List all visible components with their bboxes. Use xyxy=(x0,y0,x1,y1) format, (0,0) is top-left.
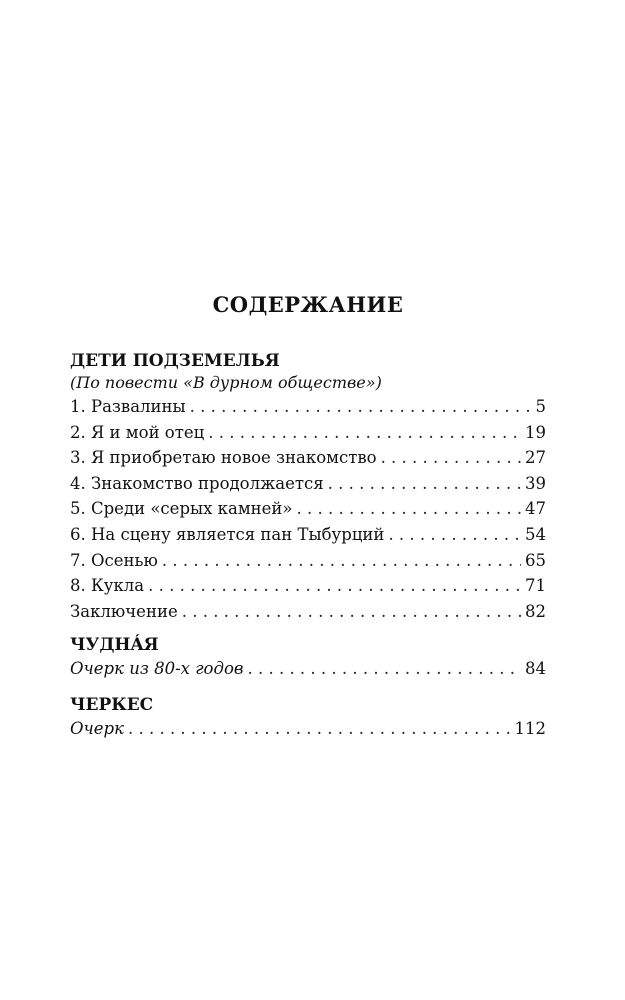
dot-leader xyxy=(128,716,511,742)
dot-leader xyxy=(182,599,521,625)
entry-page-number: 19 xyxy=(525,422,546,442)
entry-label: 8. Кукла xyxy=(70,576,145,596)
entry-label: Заключение xyxy=(70,601,178,621)
entry-page-number: 112 xyxy=(514,718,546,738)
entry-page-number: 65 xyxy=(525,550,546,570)
entry-label: 6. На сцену является пан Тыбурций xyxy=(70,524,385,544)
section-title: ЧУДНÁЯ xyxy=(70,635,159,656)
toc-entry[interactable] xyxy=(70,573,546,599)
dot-leader xyxy=(148,573,521,599)
entry-page-number: 5 xyxy=(535,397,546,416)
dot-leader xyxy=(328,471,521,497)
toc-entry[interactable] xyxy=(70,548,546,574)
dot-leader xyxy=(247,656,521,682)
section-title: ДЕТИ ПОДЗЕМЕЛЬЯ xyxy=(70,351,280,371)
section-subtitle: (По повести «В дурном обществе») xyxy=(70,373,382,392)
toc-entry[interactable] xyxy=(70,496,546,522)
entry-page-number: 47 xyxy=(525,499,546,519)
entry-label: 5. Среди «серых камней» xyxy=(70,499,293,519)
entry-label: 1. Развалины xyxy=(70,397,186,416)
dot-leader xyxy=(388,522,521,548)
toc-entry[interactable] xyxy=(70,420,546,446)
toc-title: СОДЕРЖАНИЕ xyxy=(212,292,404,317)
dot-leader xyxy=(297,496,521,522)
entry-label: 3. Я приобретаю новое знакомство xyxy=(70,448,377,468)
entry-page-number: 39 xyxy=(525,473,546,493)
toc-entry[interactable] xyxy=(70,599,546,625)
section-title: ЧЕРКЕС xyxy=(70,694,154,715)
toc-section-cherkes xyxy=(70,694,546,742)
toc-entry[interactable] xyxy=(70,716,546,742)
toc-section-chudnaya xyxy=(70,634,546,682)
entry-page-number: 54 xyxy=(525,524,546,544)
entry-page-number: 82 xyxy=(525,601,546,621)
dot-leader xyxy=(381,445,521,471)
entry-label: 7. Осенью xyxy=(70,550,158,570)
entry-page-number: 71 xyxy=(525,576,546,596)
table-of-contents xyxy=(70,290,546,752)
entry-label: Очерк xyxy=(70,718,124,738)
toc-entry[interactable] xyxy=(70,394,546,420)
dot-leader xyxy=(208,420,521,446)
toc-entry[interactable] xyxy=(70,445,546,471)
dot-leader xyxy=(162,548,521,574)
toc-entry[interactable] xyxy=(70,522,546,548)
dot-leader xyxy=(190,394,532,420)
entry-page-number: 84 xyxy=(525,659,546,679)
entry-page-number: 27 xyxy=(525,448,546,468)
toc-entry[interactable] xyxy=(70,656,546,682)
entry-label: 2. Я и мой отец xyxy=(70,422,205,442)
entry-label: Очерк из 80-х годов xyxy=(70,659,244,679)
toc-section-deti-podzemelya xyxy=(70,350,546,624)
entry-label: 4. Знакомство продолжается xyxy=(70,473,324,493)
toc-entry[interactable] xyxy=(70,471,546,497)
